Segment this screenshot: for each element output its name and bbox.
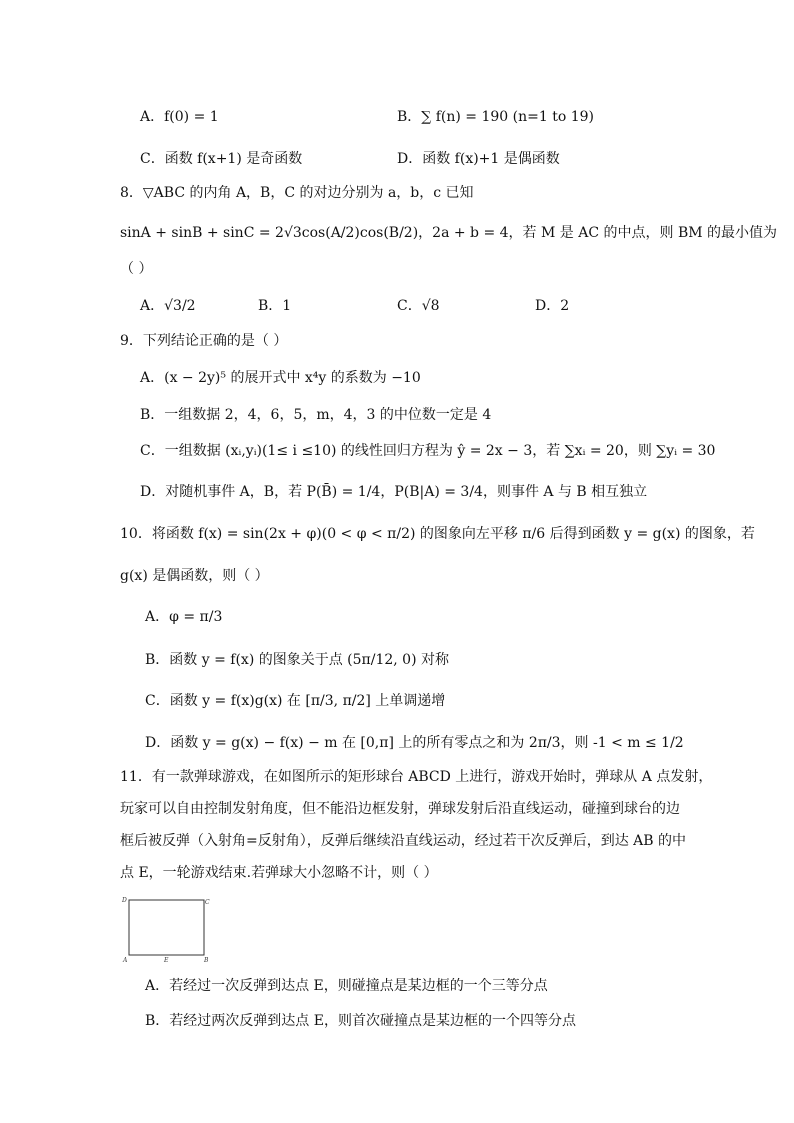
q7-option-c: C．函数 f(x+1) 是奇函数 bbox=[140, 151, 303, 167]
q11-stem-line2: 玩家可以自由控制发射角度，但不能沿边框发射，弹球发射后沿直线运动，碰撞到球台的边 bbox=[120, 801, 680, 817]
label-c: C bbox=[205, 899, 210, 906]
q9-option-d: D．对随机事件 A，B，若 P(B̄) = 1/4，P(B|A) = 3/4，则事件 A 与 B 相互独立 bbox=[140, 484, 648, 500]
q8-option-d: D．2 bbox=[535, 298, 570, 314]
label-b: B bbox=[204, 957, 209, 963]
q9-option-b: B．一组数据 2，4，6，5，m，4，3 的中位数一定是 4 bbox=[140, 407, 492, 423]
q7-option-a: A．f(0) = 1 bbox=[140, 109, 219, 125]
q11-stem-line1: 11．有一款弹球游戏，在如图所示的矩形球台 ABCD 上进行，游戏开始时，弹球从 A 点发射， bbox=[120, 769, 713, 785]
pool-table-diagram bbox=[120, 893, 210, 963]
q8-stem-line3: （ ） bbox=[120, 261, 153, 277]
q10-option-b: B．函数 y = f(x) 的图象关于点 (5π/12, 0) 对称 bbox=[145, 652, 450, 668]
q9-option-a: A．(x − 2y)⁵ 的展开式中 x⁴y 的系数为 −10 bbox=[140, 370, 421, 386]
q10-option-c: C．函数 y = f(x)g(x) 在 [π/3, π/2] 上单调递增 bbox=[145, 693, 446, 709]
q9-stem: 9．下列结论正确的是（ ） bbox=[120, 333, 288, 349]
q11-stem-line4: 点 E，一轮游戏结束.若弹球大小忽略不计，则（ ） bbox=[120, 865, 438, 881]
q9-option-c: C．一组数据 (xᵢ,yᵢ)(1≤ i ≤10) 的线性回归方程为 ŷ = 2x − 3，若 ∑xᵢ = 20，则 ∑yᵢ = 30 bbox=[140, 443, 716, 459]
q8-option-b: B．1 bbox=[258, 298, 292, 314]
table-rectangle bbox=[129, 900, 204, 955]
q10-option-a: A．φ = π/3 bbox=[145, 609, 223, 625]
q8-stem-line2: sinA + sinB + sinC = 2√3cos(A/2)cos(B/2)，2a + b = 4，若 M 是 AC 的中点，则 BM 的最小值为 bbox=[120, 225, 778, 241]
label-a: A bbox=[123, 957, 128, 963]
q10-stem-line1: 10．将函数 f(x) = sin(2x + φ)(0 < φ < π/2) 的图象向左平移 π/6 后得到函数 y = g(x) 的图象，若 bbox=[120, 526, 755, 542]
label-e: E bbox=[164, 957, 169, 963]
q11-option-a: A．若经过一次反弹到达点 E，则碰撞点是某边框的一个三等分点 bbox=[145, 978, 548, 994]
q8-option-a: A．√3/2 bbox=[140, 298, 196, 314]
q11-stem-line3: 框后被反弹（入射角=反射角），反弹后继续沿直线运动，经过若干次反弹后，到达 AB 的中 bbox=[120, 833, 687, 849]
q11-option-b: B．若经过两次反弹到达点 E，则首次碰撞点是某边框的一个四等分点 bbox=[145, 1013, 576, 1029]
q7-option-d: D．函数 f(x)+1 是偶函数 bbox=[397, 151, 560, 167]
q10-option-d: D．函数 y = g(x) − f(x) − m 在 [0,π] 上的所有零点之和为 2π/3，则 -1 < m ≤ 1/2 bbox=[145, 735, 684, 751]
label-d: D bbox=[122, 897, 127, 904]
q10-stem-line2: g(x) 是偶函数，则（ ） bbox=[120, 568, 269, 584]
q7-option-b: B．∑ f(n) = 190 (n=1 to 19) bbox=[397, 109, 595, 125]
q8-option-c: C．√8 bbox=[397, 298, 440, 314]
q8-stem-line1: 8．▽ABC 的内角 A，B，C 的对边分别为 a，b，c 已知 bbox=[120, 185, 474, 201]
